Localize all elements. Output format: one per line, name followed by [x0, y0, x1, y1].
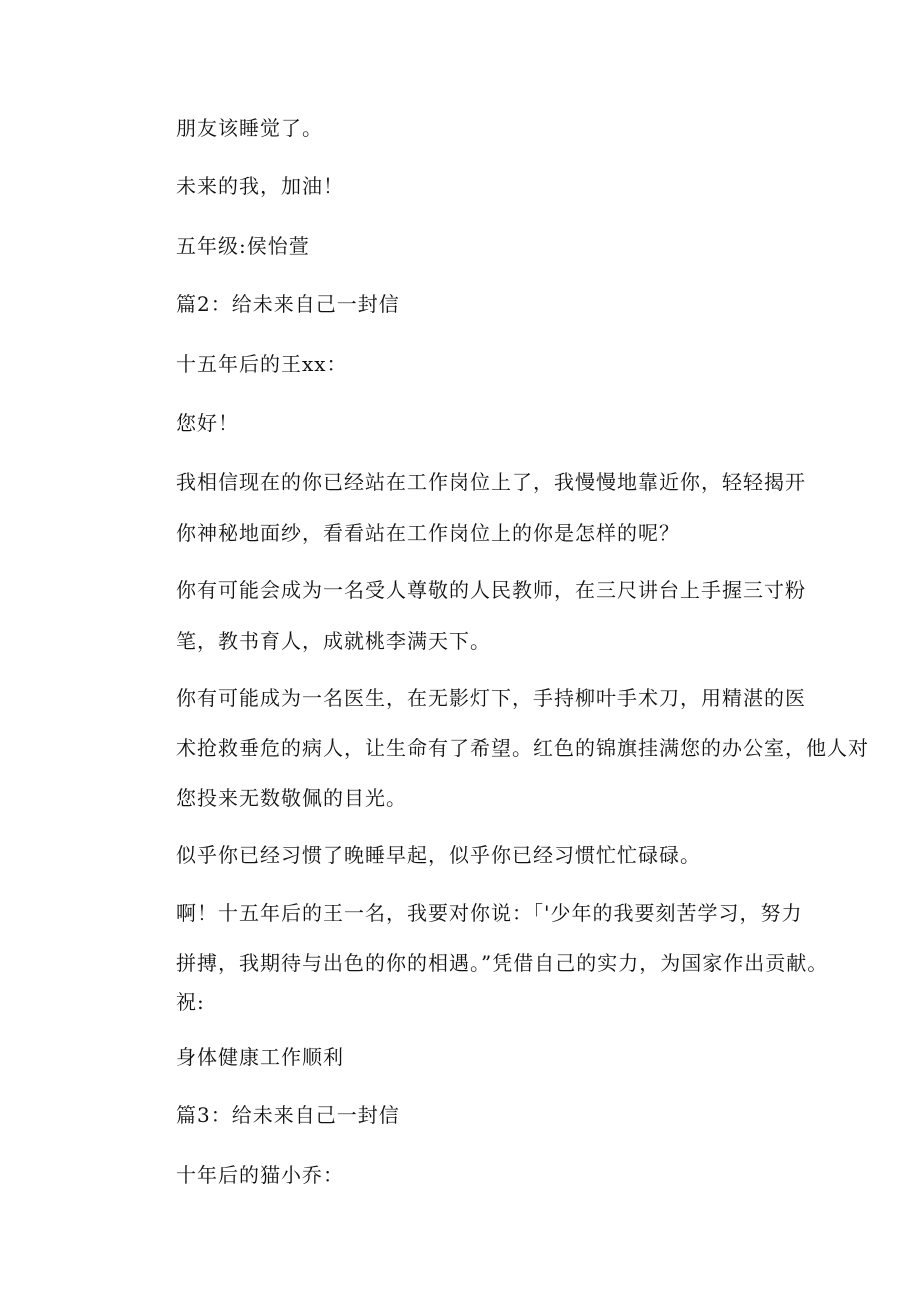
paragraph-line: 你神秘地面纱，看看站在工作岗位上的你是怎样的呢？ — [176, 521, 680, 545]
paragraph-line: 似乎你已经习惯了晚睡早起，似乎你已经习惯忙忙碌碌。 — [176, 843, 701, 867]
closing-wish: 身体健康工作顺利 — [176, 1045, 344, 1069]
section-heading: 篇3：给未来自己一封信 — [176, 1103, 400, 1127]
paragraph-line: 你有可能会成为一名受人尊敬的人民教师，在三尺讲台上手握三寸粉 — [176, 578, 806, 602]
salutation: 十五年后的王xx： — [176, 352, 348, 376]
paragraph-line: 术抢救垂危的病人，让生命有了希望。红色的锦旗挂满您的办公室，他人对 — [176, 736, 869, 760]
paragraph-line: 啊！十五年后的王一名，我要对你说：「'少年的我要刻苦学习，努力 — [176, 901, 803, 925]
text-line: 未来的我，加油！ — [176, 174, 344, 198]
paragraph-line: 您投来无数敬佩的目光。 — [176, 786, 407, 810]
closing-zhu: 祝: — [176, 990, 205, 1014]
section-heading: 篇2：给未来自己一封信 — [176, 292, 400, 316]
paragraph-line: 拼搏，我期待与出色的你的相遇。”凭借自己的实力，为国家作出贡献。 — [176, 951, 829, 975]
paragraph-line: 你有可能成为一名医生，在无影灯下，手持柳叶手术刀，用精湛的医 — [176, 686, 806, 710]
greeting: 您好！ — [176, 411, 239, 435]
salutation: 十年后的猫小乔： — [176, 1163, 344, 1187]
text-line: 朋友该睡觉了。 — [176, 116, 323, 140]
paragraph-line: 我相信现在的你已经站在工作岗位上了，我慢慢地靠近你，轻轻揭开 — [176, 470, 806, 494]
paragraph-line: 笔，教书育人，成就桃李满天下。 — [176, 629, 491, 653]
author-line: 五年级:侯怡萱 — [176, 234, 310, 258]
